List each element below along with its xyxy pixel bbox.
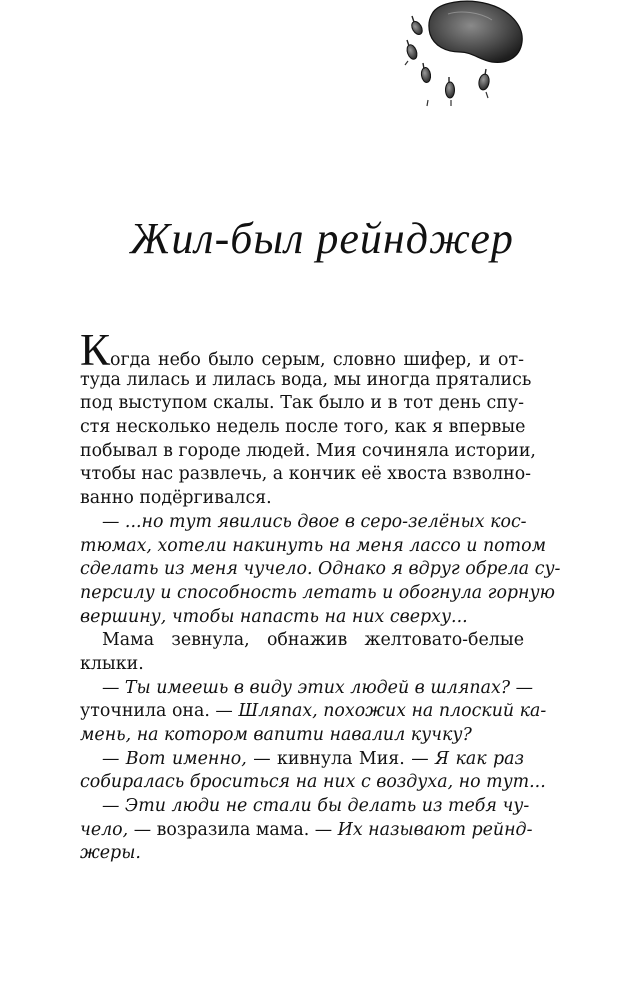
text-line — [80, 325, 524, 375]
italic-segment: мень, на котором вапити навалил кучку? — [80, 725, 472, 745]
text-line — [80, 535, 547, 559]
text-segment: — возразила мама. — — [128, 819, 338, 840]
text-line — [80, 724, 524, 748]
italic-segment: — Вот именно, — [102, 748, 247, 769]
italic-segment: собиралась броситься на них с воздуха, но тут... — [80, 772, 546, 793]
text-line — [80, 795, 530, 819]
text-line — [80, 771, 546, 795]
italic-segment: — ...но тут явились двое в серо-зелёных кос- — [102, 511, 527, 532]
italic-segment: Шляпах, похожих на плоский ка- — [238, 701, 547, 722]
text-segment: — кивнула Мия. — — [246, 748, 435, 769]
text-line — [80, 582, 555, 606]
text-segment: туда лилась и лилась вода, мы иногда прятались — [80, 369, 532, 390]
text-line — [80, 842, 524, 866]
paw-print-icon — [388, 0, 538, 112]
text-segment: огда небо было серым, словно шифер, и от- — [110, 350, 524, 370]
text-line — [80, 487, 524, 511]
italic-segment: персилу и способность летать и обогнула горную — [80, 582, 555, 603]
text-line — [80, 440, 536, 464]
text-line — [80, 463, 532, 487]
italic-segment: — Эти люди не стали бы делать из тебя чу- — [102, 796, 530, 817]
text-segment: стя несколько недель после того, как я впервые — [80, 417, 526, 438]
text-line — [80, 416, 524, 440]
text-segment: ванно подёргивался. — [80, 488, 272, 509]
drop-cap: К — [80, 325, 111, 375]
text-segment: Мама зевнула, обнажив желтовато-белые — [102, 630, 524, 651]
text-segment: побывал в городе людей. Мия сочиняла истории, — [80, 440, 536, 461]
text-line — [80, 819, 533, 843]
italic-segment: Их называют рейнд- — [337, 819, 533, 840]
text-line — [80, 392, 524, 416]
italic-segment: чело, — [80, 819, 129, 840]
italic-segment: — Ты имеешь в виду этих людей в шляпах? — — [102, 677, 534, 698]
text-segment: под выступом скалы. Так было и в тот день спу- — [80, 393, 524, 414]
text-line — [80, 558, 561, 582]
body-text — [80, 325, 561, 866]
italic-segment: жеры. — [80, 843, 141, 864]
text-line — [80, 369, 532, 393]
italic-segment: Я как раз — [435, 748, 524, 769]
text-line — [80, 653, 524, 677]
text-segment: уточнила она. — — [80, 701, 239, 722]
text-line — [80, 606, 524, 630]
italic-segment: тюмах, хотели накинуть на меня лассо и потом — [80, 535, 547, 556]
text-line — [80, 511, 527, 535]
text-line — [80, 748, 524, 772]
text-line — [80, 700, 547, 724]
text-segment: клыки. — [80, 653, 144, 674]
italic-segment: вершину, чтобы напасть на них сверху... — [80, 606, 468, 627]
italic-segment: сделать из меня чучело. Однако я вдруг обрела су- — [80, 559, 561, 580]
text-line — [80, 629, 524, 653]
text-segment: чтобы нас развлечь, а кончик её хвоста взволно- — [80, 464, 532, 485]
chapter-title: Жил-был рейнджер — [130, 214, 514, 263]
text-line — [80, 677, 534, 701]
